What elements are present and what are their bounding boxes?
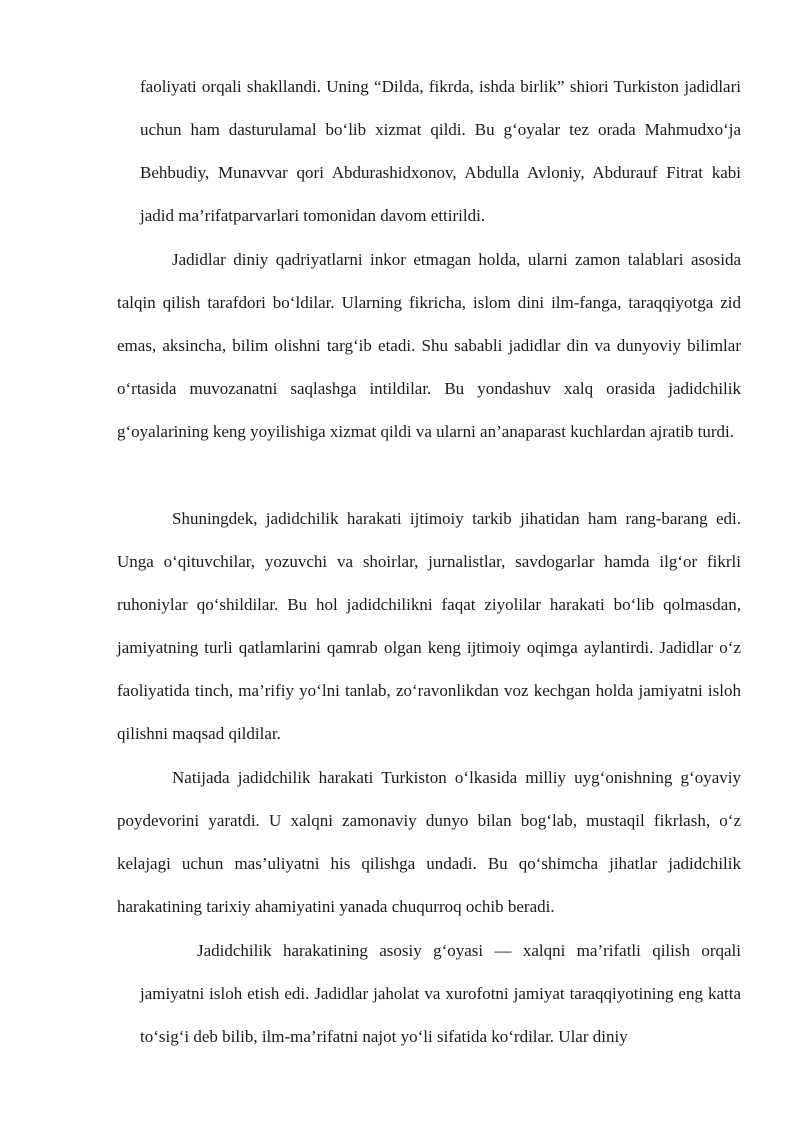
paragraph-2: Jadidlar diniy qadriyatlarni inkor etmagan holda, ularni zamon talablari asosida talqin qilish tarafdori bo‘ldilar. Ularning fikricha, islom dini ilm-fanga, taraqqiyotga zid emas, aksincha, bilim olishni targ‘ib etadi. Shu sababli jadidlar din va dunyoviy bilimlar o‘rtasida muvozanatni saqlashga intildilar. Bu yondashuv xalq orasida jadidchilik g‘oyalarining keng yoyilishiga xizmat qildi va ularni an’anaparast kuchlardan ajratib turdi.: [117, 250, 741, 441]
paragraph-1: faoliyati orqali shakllandi. Uning “Dilda, fikrda, ishda birlik” shiori Turkiston jadidlari uchun ham dasturulamal bo‘lib xizmat qildi. Bu g‘oyalar tez orada Mahmudxo‘ja Behbudiy, Munavvar qori Abdurashidxonov, Abdulla Avloniy, Abdurauf Fitrat kabi jadid ma’rifatparvarlari tomonidan davom ettirildi.: [140, 77, 741, 225]
paragraph-4: Natijada jadidchilik harakati Turkiston o‘lkasida milliy uyg‘onishning g‘oyaviy poydevorini yaratdi. U xalqni zamonaviy dunyo bilan bog‘lab, mustaqil fikrlash, o‘z kelajagi uchun mas’uliyatni his qilishga undadi. Bu qo‘shimcha jihatlar jadidchilik harakatining tarixiy ahamiyatini yanada chuqurroq ochib beradi.: [117, 768, 741, 916]
paragraph-3: Shuningdek, jadidchilik harakati ijtimoiy tarkib jihatidan ham rang-barang edi. Unga o‘qituvchilar, yozuvchi va shoirlar, jurnalistlar, savdogarlar hamda ilg‘or fikrli ruhoniylar qo‘shildilar. Bu hol jadidchilikni faqat ziyolilar harakati bo‘lib qolmasdan, jamiyatning turli qatlamlarini qamrab olgan keng ijtimoiy oqimga aylantirdi. Jadidlar o‘z faoliyatida tinch, ma’rifiy yo‘lni tanlab, zo‘ravonlikdan voz kechgan holda jamiyatni isloh qilishni maqsad qildilar.: [117, 509, 741, 743]
paragraph-5: Jadidchilik harakatining asosiy g‘oyasi — xalqni ma’rifatli qilish orqali jamiyatni isloh etish edi. Jadidlar jaholat va xurofotni jamiyat taraqqiyotining eng katta to‘sig‘i deb bilib, ilm-ma’rifatni najot yo‘li sifatida ko‘rdilar. Ular diniy: [140, 941, 741, 1046]
